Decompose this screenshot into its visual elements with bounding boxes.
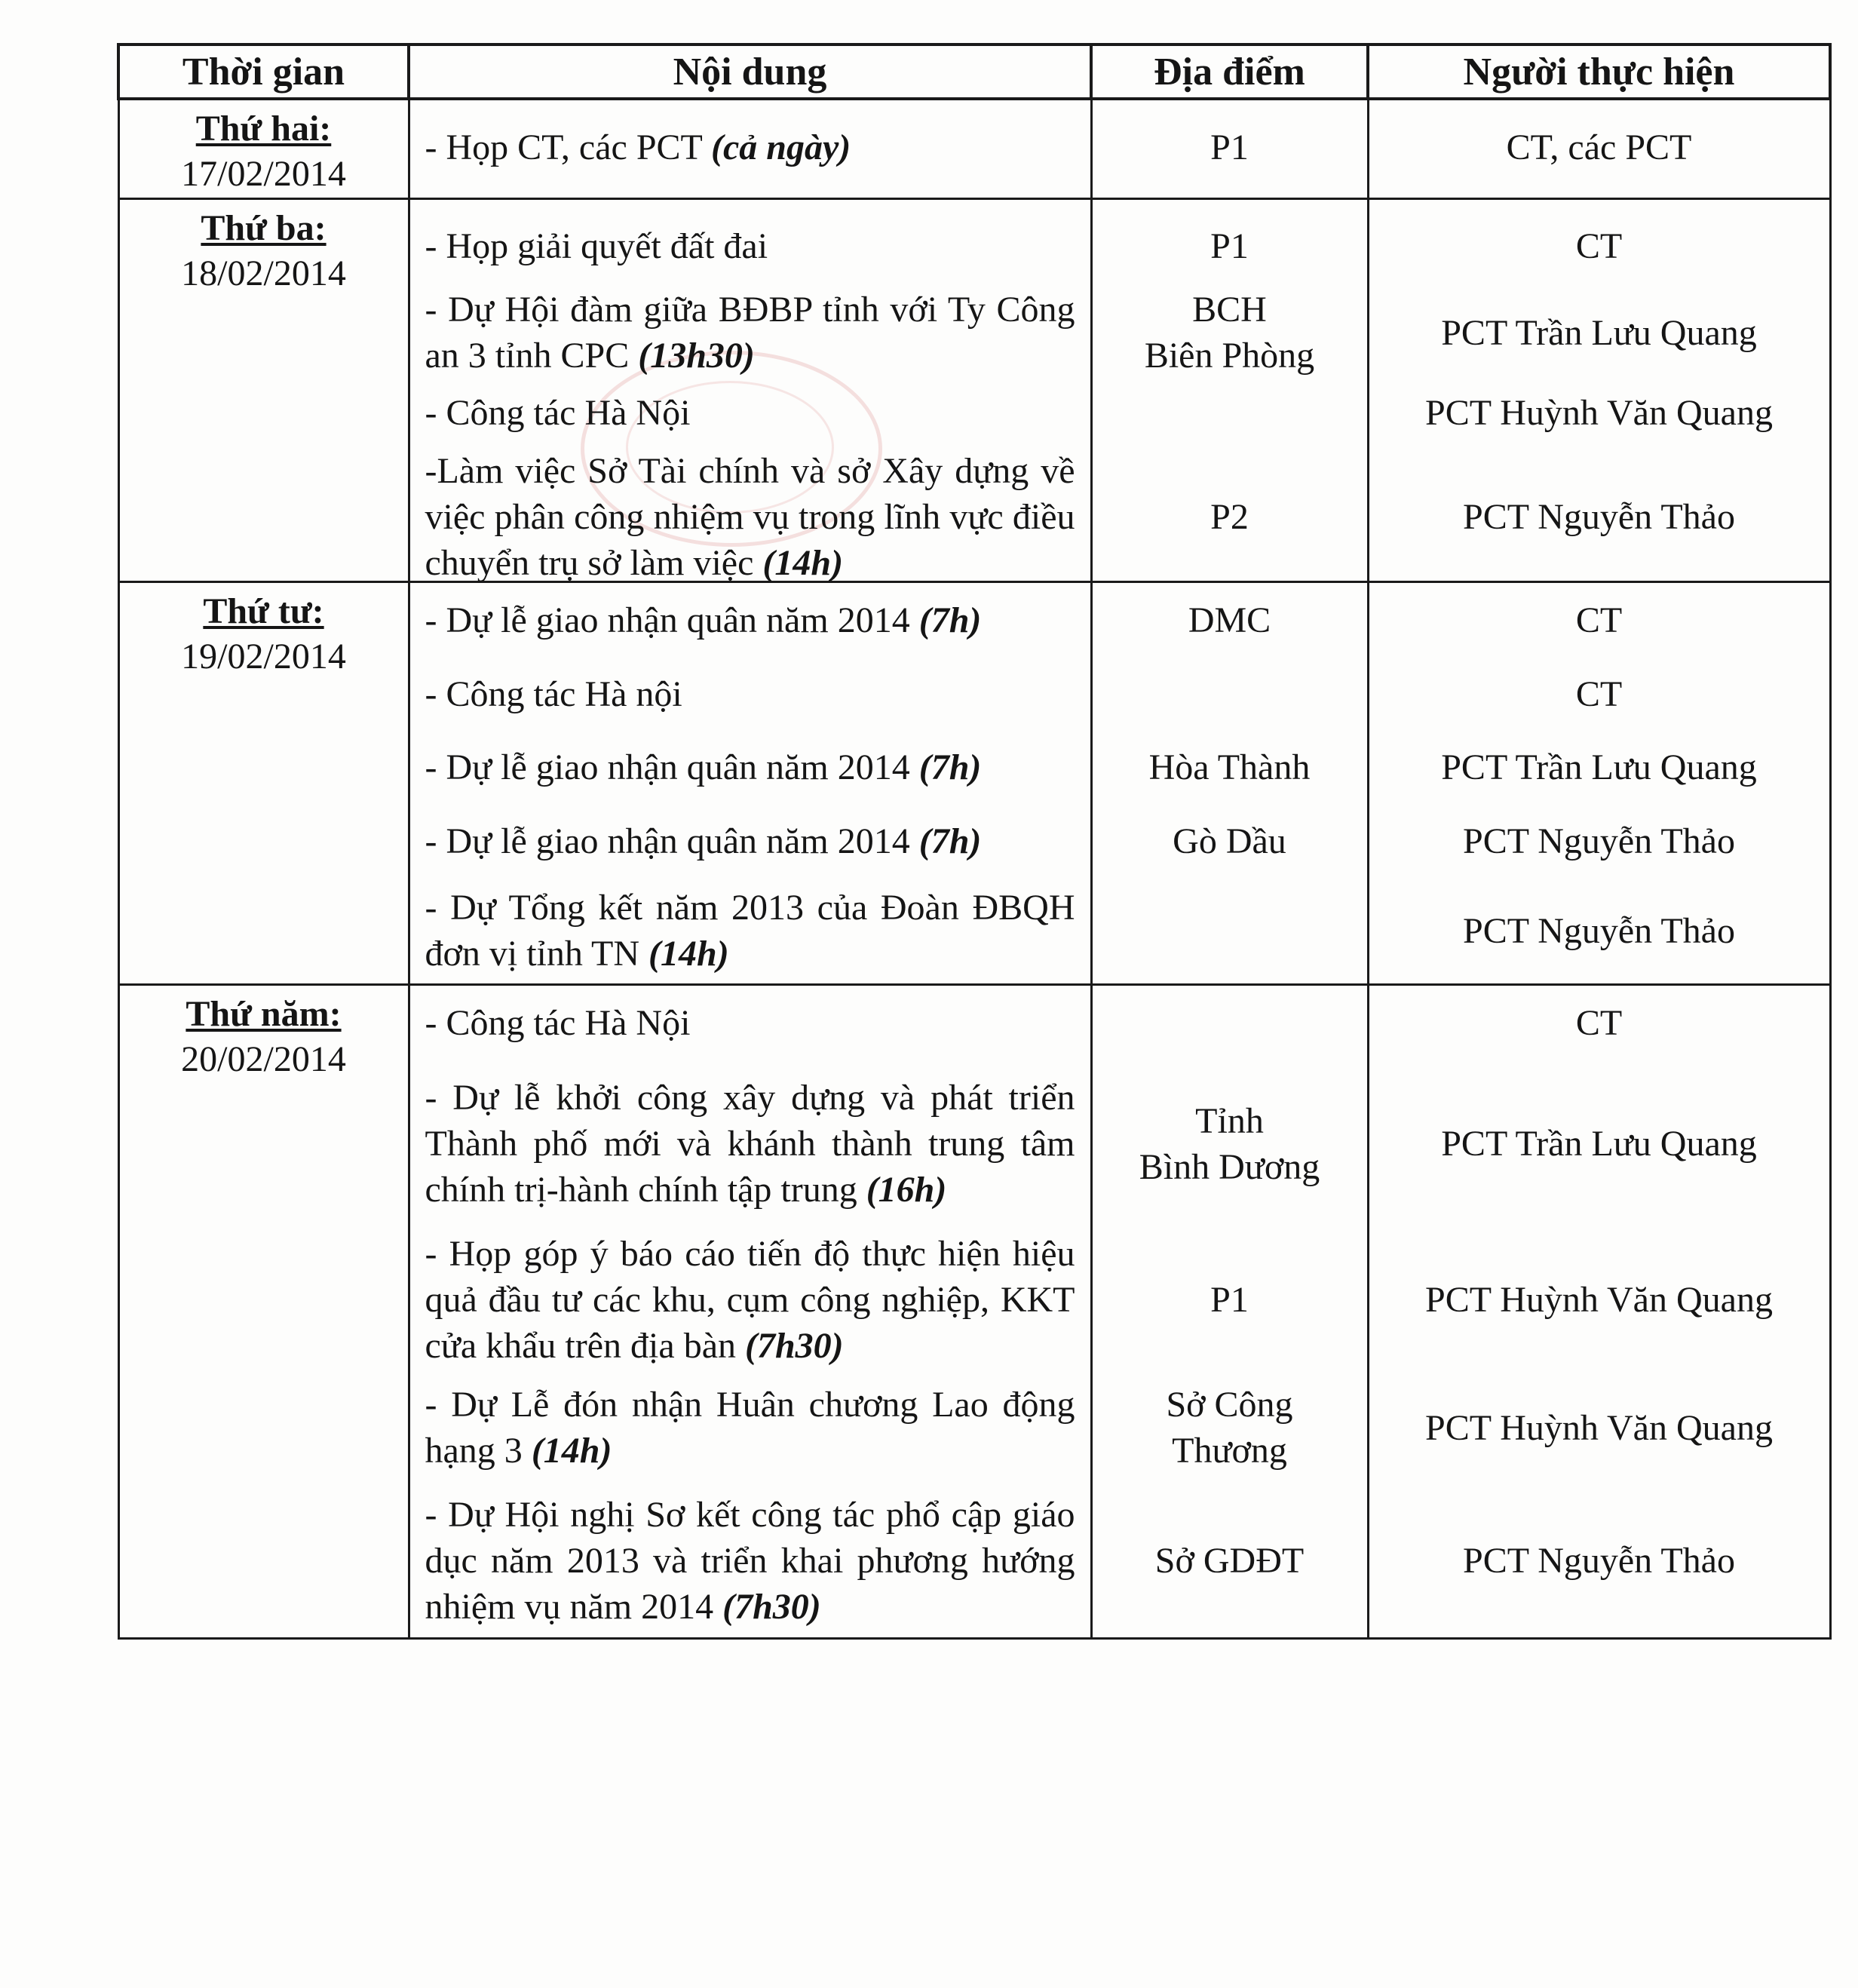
activity-place: Sở GDĐT <box>1154 1541 1305 1581</box>
activity-item <box>410 804 1090 878</box>
day-cell <box>118 199 409 582</box>
header-time: Thời gian <box>118 44 409 99</box>
activity-time: (14h) <box>762 542 844 583</box>
activity-item <box>410 658 1090 730</box>
activity-place: DMC <box>1188 600 1271 640</box>
activity-person: PCT Nguyễn Thảo <box>1463 821 1735 861</box>
day-cell <box>118 99 409 199</box>
person-cell <box>1368 199 1830 582</box>
activity-text: - Dự lễ giao nhận quân năm 2014 <box>425 821 919 861</box>
place-cell <box>1091 99 1368 199</box>
activity-item <box>410 100 1090 195</box>
activity-item <box>410 290 1090 376</box>
day-cell <box>118 985 409 1639</box>
person-cell <box>1368 985 1830 1639</box>
header-place: Địa điểm <box>1091 44 1368 99</box>
activity-text-block <box>425 885 1075 977</box>
activity-place <box>1093 986 1367 1060</box>
activity-item <box>410 986 1090 1060</box>
activity-item <box>410 583 1090 658</box>
person-cell <box>1368 99 1830 199</box>
activity-person: CT <box>1575 1002 1623 1043</box>
activity-person: CT <box>1575 600 1623 640</box>
activity-person: PCT Trần Lưu Quang <box>1441 1124 1757 1164</box>
activity-text: - Dự lễ khởi công xây dựng và phát triển Thành phố mới và khánh thành trung tâm chính trị-hành chính tập trung <box>425 1078 1075 1210</box>
activity-place: P1 <box>1210 225 1249 266</box>
activity-text: - Công tác Hà Nội <box>425 393 691 433</box>
activity-time: (cả ngày) <box>711 127 851 167</box>
day-row <box>118 582 1830 985</box>
activity-item <box>410 1228 1090 1371</box>
activity-time: (13h30) <box>638 336 755 376</box>
activity-person: PCT Huỳnh Văn Quang <box>1425 393 1773 433</box>
place-cell <box>1091 985 1368 1639</box>
activity-text-block <box>425 1492 1075 1630</box>
activity-text-block <box>425 1075 1075 1213</box>
activity-person: PCT Huỳnh Văn Quang <box>1425 1279 1773 1320</box>
activity-time: (14h) <box>648 934 729 974</box>
activity-text: - Dự lễ giao nhận quân năm 2014 <box>425 600 919 640</box>
activity-item <box>410 878 1090 983</box>
day-row <box>118 199 1830 582</box>
activity-text: - Dự Hội nghị Sơ kết công tác phổ cập giáo dục năm 2013 và triển khai phương hướng nhiệm vụ năm 2014 <box>425 1495 1075 1627</box>
activity-time: (7h30) <box>745 1325 844 1366</box>
activity-item <box>410 373 1090 453</box>
activity-text: - Công tác Hà nội <box>425 673 682 714</box>
activity-item <box>410 200 1090 292</box>
activity-text-block <box>425 597 1075 643</box>
activity-place <box>1093 373 1367 453</box>
activity-person: CT <box>1575 673 1623 714</box>
activity-text-block <box>425 390 1075 436</box>
activity-place: P1 <box>1210 1279 1249 1320</box>
activity-place: P1 <box>1210 127 1249 167</box>
activity-text: -Làm việc Sở Tài chính và sở Xây dựng về việc phân công nhiệm vụ trong lĩnh vực điều chuyển trụ sở làm việc <box>425 450 1075 583</box>
person-cell <box>1368 582 1830 985</box>
activity-time: (16h) <box>866 1170 947 1210</box>
activity-item <box>410 450 1090 583</box>
header-content: Nội dung <box>409 44 1091 99</box>
activity-person: PCT Nguyễn Thảo <box>1463 496 1735 537</box>
day-date: 19/02/2014 <box>181 637 346 676</box>
activity-text: - Dự lễ giao nhận quân năm 2014 <box>425 747 919 787</box>
activity-person: CT, các PCT <box>1506 127 1692 167</box>
day-date: 17/02/2014 <box>181 154 346 194</box>
activity-place: Tỉnh Bình Dương <box>1139 1100 1320 1187</box>
activity-item <box>410 730 1090 804</box>
day-row <box>118 985 1830 1639</box>
content-cell <box>409 99 1091 199</box>
schedule-body <box>118 99 1830 1639</box>
activity-text-block <box>425 671 1075 717</box>
activity-person: CT <box>1575 225 1623 266</box>
content-cell <box>409 199 1091 582</box>
activity-text: - Họp giải quyết đất đai <box>425 225 768 266</box>
day-name: Thứ năm: <box>185 994 342 1034</box>
content-cell <box>409 582 1091 985</box>
day-row <box>118 99 1830 199</box>
activity-person: PCT Trần Lưu Quang <box>1441 312 1757 353</box>
activity-item <box>410 1484 1090 1637</box>
activity-text: - Họp góp ý báo cáo tiến độ thực hiện hiệu quả đầu tư các khu, cụm công nghiệp, KKT cửa khẩu trên địa bàn <box>425 1233 1075 1366</box>
activity-text-block <box>425 1231 1075 1369</box>
activity-item <box>410 1060 1090 1228</box>
activity-person: PCT Nguyễn Thảo <box>1463 1541 1735 1581</box>
activity-time: (7h) <box>918 747 982 787</box>
place-cell <box>1091 199 1368 582</box>
activity-place <box>1093 878 1367 983</box>
day-name: Thứ tư: <box>203 591 324 631</box>
activity-text-block <box>425 1000 1075 1046</box>
activity-place: P2 <box>1210 496 1249 537</box>
activity-text: - Họp CT, các PCT <box>425 127 711 167</box>
activity-text-block <box>425 818 1075 864</box>
activity-text: - Dự Hội đàm giữa BĐBP tỉnh với Ty Công an 3 tỉnh CPC <box>425 290 1075 376</box>
day-date: 20/02/2014 <box>181 1039 346 1079</box>
weekly-schedule-table <box>117 43 1832 1640</box>
header-row <box>118 44 1830 99</box>
day-date: 18/02/2014 <box>181 253 346 293</box>
day-name: Thứ ba: <box>201 208 327 248</box>
content-cell <box>409 985 1091 1639</box>
activity-place <box>1093 658 1367 730</box>
day-cell <box>118 582 409 985</box>
place-cell <box>1091 582 1368 985</box>
activity-place: Hòa Thành <box>1148 747 1311 787</box>
activity-time: (14h) <box>531 1431 612 1471</box>
activity-text-block <box>425 287 1075 379</box>
activity-time: (7h30) <box>722 1587 821 1627</box>
activity-person: PCT Trần Lưu Quang <box>1441 747 1757 787</box>
activity-text: - Dự Tổng kết năm 2013 của Đoàn ĐBQH đơn vị tỉnh TN <box>425 888 1075 974</box>
activity-person: PCT Huỳnh Văn Quang <box>1425 1407 1773 1448</box>
activity-text-block <box>425 223 1075 269</box>
header-person: Người thực hiện <box>1368 44 1830 99</box>
activity-place: BCH Biên Phòng <box>1144 290 1315 376</box>
activity-text-block <box>425 1382 1075 1474</box>
activity-text-block <box>425 124 1075 170</box>
activity-place: Gò Dầu <box>1173 821 1286 861</box>
activity-text: - Công tác Hà Nội <box>425 1002 691 1043</box>
activity-place: Sở Công Thương <box>1166 1385 1293 1471</box>
activity-person: PCT Nguyễn Thảo <box>1463 910 1735 951</box>
activity-text-block <box>425 448 1075 586</box>
activity-text: - Dự Lễ đón nhận Huân chương Lao động hạng 3 <box>425 1385 1075 1471</box>
activity-time: (7h) <box>918 821 982 861</box>
activity-item <box>410 1371 1090 1484</box>
activity-time: (7h) <box>918 600 982 640</box>
day-name: Thứ hai: <box>195 109 332 149</box>
activity-text-block <box>425 744 1075 790</box>
